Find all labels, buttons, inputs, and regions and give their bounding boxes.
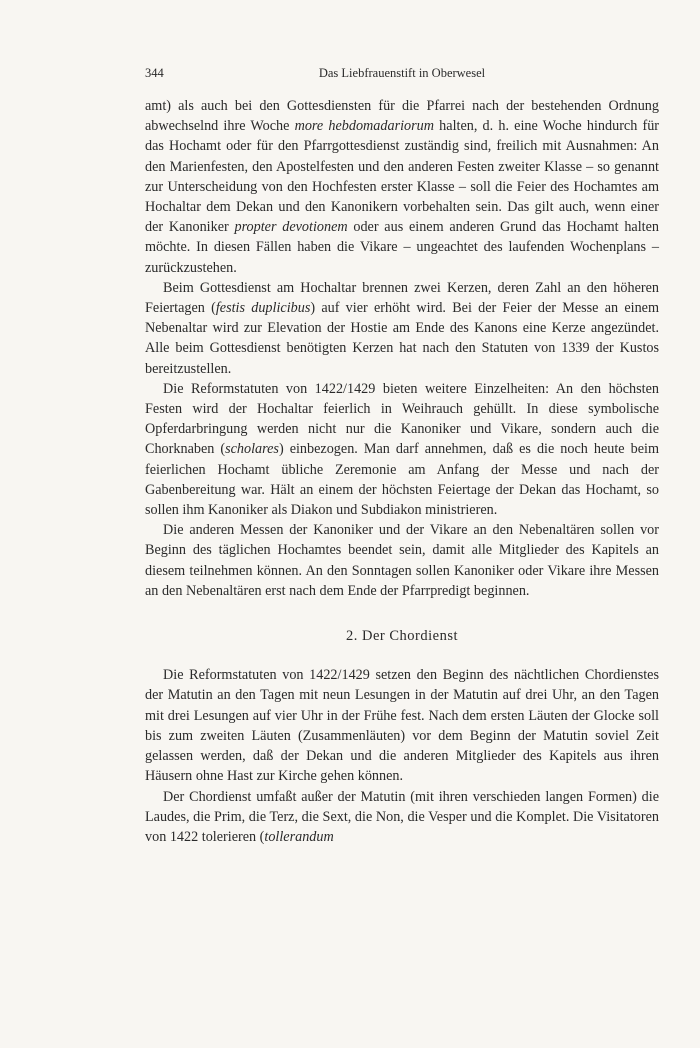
- section-paragraph-1: Die Reformstatuten von 1422/1429 setzen den Beginn des nächtlichen Chordienstes der Matutin an den Tagen mit neun Lesungen in der Matutin auf drei Uhr, an den Tagen mit drei Lesungen auf vier Uhr in der Frühe fest. Nach dem ersten Läuten der Glocke soll bis zum zweiten Läuten (Zusammenläuten) vor dem Beginn der Matutin soviel Zeit gelassen werden, daß der Dekan und die anderen Mitglieder des Kapitels aus ihren Häusern ohne Hast zur Kirche gehen können.: [145, 667, 659, 785]
- latin-phrase: tollerandum: [264, 828, 334, 845]
- page-header: [145, 66, 659, 86]
- paragraph-1: amt) als auch bei den Gottesdiensten für die Pfarrei nach der bestehenden Ordnung abwechselnd ihre Woche more hebdomadariorum halten, d. h. eine Woche hindurch für das Hochamt oder für den Pfarrgottesdienst zuständig sind, freilich mit Ausnahmen: An den Marienfesten, den Apostelfesten und den anderen Festen zweiter Klasse – so genannt zur Unterscheidung von den Hochfesten erster Klasse – soll die Feier des Hochamtes am Hochaltar dem Dekan und den Kanonikern vorbehalten sein. Das gilt auch, wenn einer der Kanoniker propter devotionem oder aus einem anderen Grund das Hochamt halten möchte. In diesen Fällen haben die Vikare – ungeachtet des laufenden Wochenplans – zurückzustehen.: [145, 98, 660, 276]
- section-heading: 2. Der Chordienst: [346, 628, 458, 645]
- latin-phrase: more hebdomadariorum: [294, 118, 435, 135]
- paragraph-3: Die Reformstatuten von 1422/1429 bieten weitere Einzelheiten: An den höchsten Festen wird der Hochaltar feierlich in Weihrauch gehüllt. In diese symbolische Opferdarbringung werden nicht nur die Kanoniker und Vikare, sondern auch die Chorknaben (scholares) einbezogen. Man darf annehmen, daß es die noch heute beim feierlichen Hochamt übliche Zeremonie am Anfang der Messe und nach der Gabenbereitung war. Hält an einem der höchsten Feiertage der Dekan das Hochamt, so sollen ihm Kanoniker als Diakon und Subdiakon ministrieren.: [145, 380, 659, 519]
- paragraph-2: Beim Gottesdienst am Hochaltar brennen zwei Kerzen, deren Zahl an den höheren Feiertagen (festis duplicibus) auf vier erhöht wird. Bei der Feier der Messe an einem Nebenaltar wird zur Elevation der Hostie am Ende des Kanons eine Kerze angezündet. Alle beim Gottesdienst benötigten Kerzen hat nach den Statuten von 1339 der Kustos bereitzustellen.: [145, 279, 659, 377]
- paragraph-4: Die anderen Messen der Kanoniker und der Vikare an den Nebenaltären sollen vor Beginn des täglichen Hochamtes beendet sein, damit alle Mitglieder des Kapitels an diesem teilnehmen können. An den Sonntagen sollen Kanoniker oder Vikare ihre Messen an den Nebenaltären erst nach dem Ende der Pfarrpredigt beginnen.: [145, 522, 659, 599]
- page-number: 344: [145, 66, 164, 80]
- latin-phrase: scholares: [225, 441, 279, 458]
- latin-phrase: propter devotionem: [234, 219, 348, 236]
- section-paragraph-2: Der Chordienst umfaßt außer der Matutin (mit ihren verschieden langen Formen) die Laudes, die Prim, die Terz, die Sext, die Non, die Vesper und die Komplet. Die Visitatoren von 1422 tolerieren (tollerandum: [145, 788, 659, 845]
- running-title: Das Liebfrauenstift in Oberwesel: [318, 66, 486, 80]
- page-body: [145, 96, 659, 847]
- latin-phrase: festis duplicibus: [215, 300, 311, 317]
